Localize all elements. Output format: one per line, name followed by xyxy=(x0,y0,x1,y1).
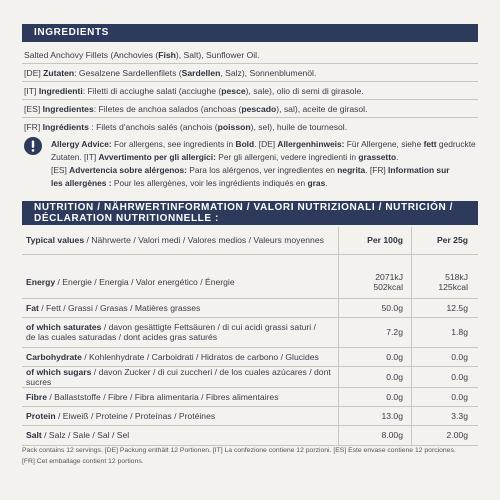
divider xyxy=(22,117,478,118)
typical-values-label: Typical values / Nährwerte / Valori medi / Valores medios / Valeurs moyennes xyxy=(26,235,324,246)
nutrition-table xyxy=(22,227,478,446)
spacer-row xyxy=(22,254,478,266)
ingredients-header: INGREDIENTS xyxy=(22,24,478,42)
divider xyxy=(22,81,478,82)
per-25g-header: Per 25g xyxy=(412,227,479,254)
energy-label: Energy / Energie / Energia / Valor energético / Énergie xyxy=(26,276,235,287)
ingredients-line-fr: [FR] Ingrédients : Filets d'anchois salés (anchois (poisson), sel), huile de tournesol. xyxy=(24,122,348,132)
servings-note: Pack contains 12 servings. [DE] Packung enthält 12 Portionen. [IT] La confezione contiene 12 porzioni. [ES] Este envase contiene 12 porciones. xyxy=(22,447,456,454)
table-row: Fat / Fett / Grassi / Grasas / Matières grasses 50.0g 12.5g xyxy=(22,298,478,317)
table-row xyxy=(22,266,478,298)
nutrition-title-line: NUTRITION / NÄHRWERTINFORMATION / VALORI NUTRIZIONALI / NUTRICIÓN / xyxy=(34,202,454,213)
divider xyxy=(22,63,478,64)
allergy-advice-line: Allergy Advice: For allergens, see ingredients in Bold. [DE] Allergenhinweis: Für Allergene, siehe fett gedruckte xyxy=(51,139,476,149)
nutrition-title-line: DÉCLARATION NUTRITIONNELLE : xyxy=(34,212,219,224)
per-100g-header: Per 100g xyxy=(339,227,412,254)
ingredients-line-de: [DE] Zutaten: Gesalzene Sardellenfilets (Sardellen, Salz), Sonnenblumenöl. xyxy=(24,68,317,78)
nutrition-header xyxy=(22,201,478,225)
table-row: Protein / Eiweiß / Proteine / Proteínas / Protéines 13.0g 3.3g xyxy=(22,406,478,425)
allergy-advice-line: [ES] Advertencia sobre alérgenos: Para los alérgenos, ver ingredientes en negrita. [FR] Information sur xyxy=(51,165,450,175)
ingredients-line-es: [ES] Ingredientes: Filetes de anchoa salados (anchoas (pescado), sal), aceite de girasol. xyxy=(24,104,368,114)
table-header-row xyxy=(22,227,478,254)
exclamation-circle-icon xyxy=(24,137,42,155)
energy-per-25g: 518kJ 125kcal xyxy=(412,266,479,298)
allergy-advice-line: les allergènes : Pour les allergènes, voir les ingrédients indiqués en gras. xyxy=(51,178,328,188)
table-row: Carbohydrate / Kohlenhydrate / Carboidrati / Hidratos de carbono / Glucides 0.0g 0.0g xyxy=(22,347,478,366)
servings-note-fr: [FR] Cet emballage contient 12 portions. xyxy=(22,458,144,465)
allergy-advice-line: Zutaten. [IT] Avvertimento per gli allergici: Per gli allergeni, vedere ingredienti in grassetto. xyxy=(51,152,399,162)
table-row: of which saturates / davon gesättigte Fettsäuren / di cui acidi grassi saturi / de las cuales saturadas / dont acides gras saturés 7.2g 1.8g xyxy=(22,317,478,347)
table-row: of which sugars / davon Zucker / di cui zuccheri / de los cuales azúcares / dont sucres 0.0g 0.0g xyxy=(22,366,478,387)
ingredients-line-it: [IT] Ingredienti: Filetti di acciughe salati (acciughe (pesce), sale), olio di semi di girasole. xyxy=(24,86,364,96)
divider xyxy=(22,99,478,100)
table-row: Fibre / Ballaststoffe / Fibre / Fibra alimentaria / Fibres alimentaires 0.0g 0.0g xyxy=(22,387,478,406)
energy-per-100g: 2071kJ 502kcal xyxy=(339,266,412,298)
ingredients-line-en: Salted Anchovy Fillets (Anchovies (Fish), Salt), Sunflower Oil. xyxy=(24,50,260,60)
table-row: Salt / Salz / Sale / Sal / Sel 8.00g 2.00g xyxy=(22,425,478,445)
